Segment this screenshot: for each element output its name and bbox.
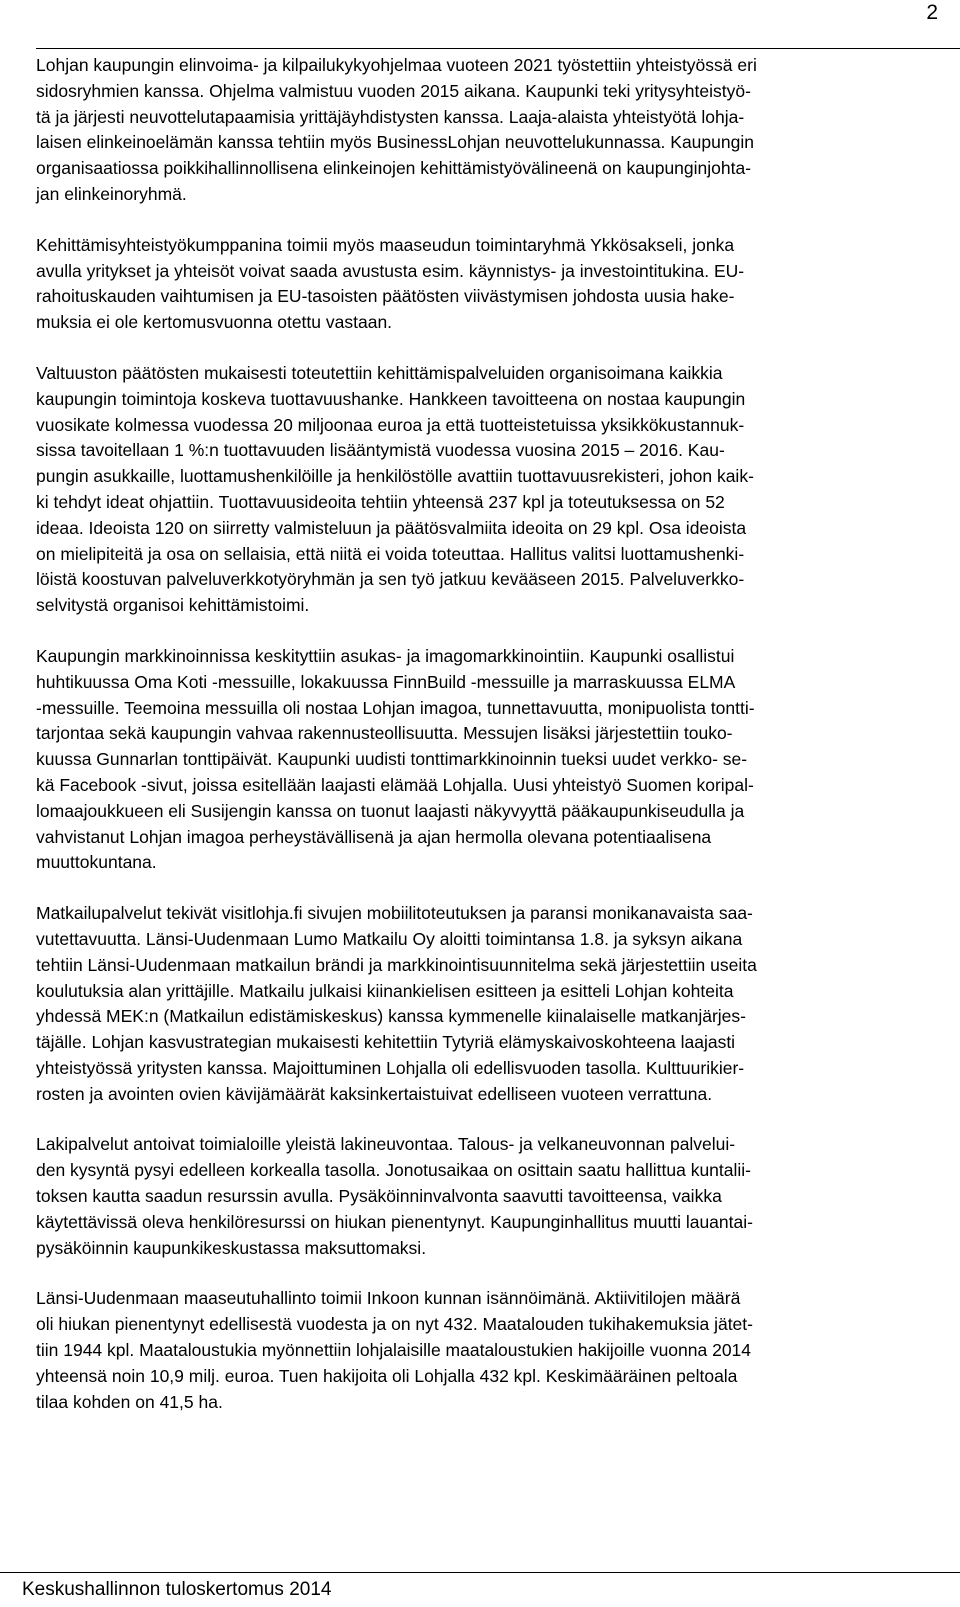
- footer-text: Keskushallinnon tuloskertomus 2014: [22, 1579, 332, 1600]
- paragraph-marketing: Kaupungin markkinoinnissa keskityttiin asukas- ja imagomarkkinointiin. Kaupunki osallistui huhtikuussa Oma Koti -messuille, lokakuussa FinnBuild -messuille ja marraskuussa ELMA -messuille. Teemoina messuilla oli nostaa Lohjan imagoa, tunnettavuutta, monipuolista tontti- tarjontaa sekä kaupungin vahvaa rakennusteollisuutta. Messujen lisäksi järjestettiin touko- kuussa Gunnarlan tonttipäivät. Kaupunki uudisti tonttimarkkinoinnin tueksi uudet verkko- se- kä Facebook -sivut, joissa esitellään laajasti elämää Lohjalla. Uusi yhteistyö Suomen koripal- lomaajoukkueen eli Susijengin kanssa on tuonut laajasti näkyvyyttä pääkaupunkiseudulla ja vahvistanut Lohjan imagoa perheystävällisenä ja ajan hermolla olevana potentiaalisena muuttokuntana.: [36, 645, 755, 873]
- paragraph-tourism: Matkailupalvelut tekivät visitlohja.fi sivujen mobiilitoteutuksen ja paransi monikanavaista saa- vutettavuutta. Länsi-Uudenmaan Lumo Matkailu Oy aloitti toimintansa 1.8. ja syksyn aikana tehtiin Länsi-Uudenmaan matkailun brändi ja markkinointisuunnitelma sekä järjestettiin useita koulutuksia alan yrittäjille. Matkailu julkaisi kiinankielisen esitteen ja esitteli Lohjan kohteita yhdessä MEK:n (Matkailun edistämiskeskus) kanssa kymmenelle kiinalaiselle matkanjärjes- täjälle. Lohjan kasvustrategian mukaisesti kehitettiin Tytyriä elämyskaivoskohteena laajasti yhteistyössä yritysten kanssa. Majoittuminen Lohjalla oli edellisvuoden tasolla. Kulttuurikier- rosten ja avointen ovien kävijämäärät kaksinkertaistuivat edelliseen vuoteen verrattuna.: [36, 903, 757, 1104]
- paragraph-competitiveness-program: Lohjan kaupungin elinvoima- ja kilpailukykyohjelmaa vuoteen 2021 työstettiin yhteistyössä eri sidosryhmien kanssa. Ohjelma valmistuu vuoden 2015 aikana. Kaupunki teki yritysyhteistyö- tä ja järjesti neuvottelutapaamisia yrittäjäyhdistysten kanssa. Laaja-alaista yhteistyötä lohja- laisen elinkeinoelämän kanssa tehtiin myös BusinessLohjan neuvottelukunnassa. Kaupungin organisaatiossa poikkihallinnollisena elinkeinojen kehittämistyövälineenä on kaupunginjohta- jan elinkeinoryhmä.: [36, 55, 757, 204]
- paragraph-rural-administration: Länsi-Uudenmaan maaseutuhallinto toimii Inkoon kunnan isännöimänä. Aktiivitilojen määrä oli hiukan pienentynyt edellisestä vuodesta ja on nyt 432. Maatalouden tukihakemuksia jätet- tiin 1944 kpl. Maataloustukia myönnettiin lohjalaisille maataloustukien hakijoille vuonna 2014 yhteensä noin 10,9 milj. euroa. Tuen hakijoita oli Lohjalla 432 kpl. Keskimääräinen peltoala tilaa kohden on 41,5 ha.: [36, 1288, 753, 1412]
- page-number: 2: [926, 1, 938, 24]
- footer-divider: [0, 1572, 960, 1573]
- paragraph-development-partner: Kehittämisyhteistyökumppanina toimii myös maaseudun toimintaryhmä Ykkösakseli, jonka avulla yritykset ja yhteisöt voivat saada avustusta esim. käynnistys- ja investointitukina. EU- rahoituskauden vaihtumisen ja EU-tasoisten päätösten viivästymisen johdosta uusia hake- muksia ei ole kertomusvuonna otettu vastaan.: [36, 234, 745, 333]
- document-body: [36, 53, 932, 1440]
- header-divider: [36, 48, 960, 49]
- paragraph-legal-services: Lakipalvelut antoivat toimialoille yleistä lakineuvontaa. Talous- ja velkaneuvonnan palvelui- den kysyntä pysyi edelleen korkealla tasolla. Jonotusaikaa on osittain saatu hallittua kuntalii- toksen kautta saadun resurssin avulla. Pysäköinninvalvonta saavutti tavoitteensa, vaikka käytettävissä oleva henkilöresurssi on hiukan pienentynyt. Kaupunginhallitus muutti lauantai- pysäköinnin kaupunkikeskustassa maksuttomaksi.: [36, 1134, 753, 1258]
- paragraph-productivity-project: Valtuuston päätösten mukaisesti toteutettiin kehittämispalveluiden organisoimana kaikkia kaupungin toimintoja koskeva tuottavuushanke. Hankkeen tavoitteena on nostaa kaupungin vuosikate kolmessa vuodessa 20 miljoonaa euroa ja että tuotteistetuissa yksikkökustannuk- sissa tavoitellaan 1 %:n tuottavuuden lisääntymistä vuodessa vuosina 2015 – 2016. Kau- pungin asukkaille, luottamushenkilöille ja henkilöstölle avattiin tuottavuusrekisteri, johon kaik- ki tehdyt ideat ohjattiin. Tuottavuusideoita tehtiin yhteensä 237 kpl ja toteutuksessa on 52 ideaa. Ideoista 120 on siirretty valmisteluun ja päätösvalmiita ideoita on 29 kpl. Osa ideoista on mielipiteitä ja osa on sellaisia, että niitä ei voida toteuttaa. Hallitus valitsi luottamushenki- löistä koostuvan palveluverkkotyöryhmän ja sen työ jatkuu kevääseen 2015. Palveluverkko- selvitystä organisoi kehittämistoimi.: [36, 362, 754, 616]
